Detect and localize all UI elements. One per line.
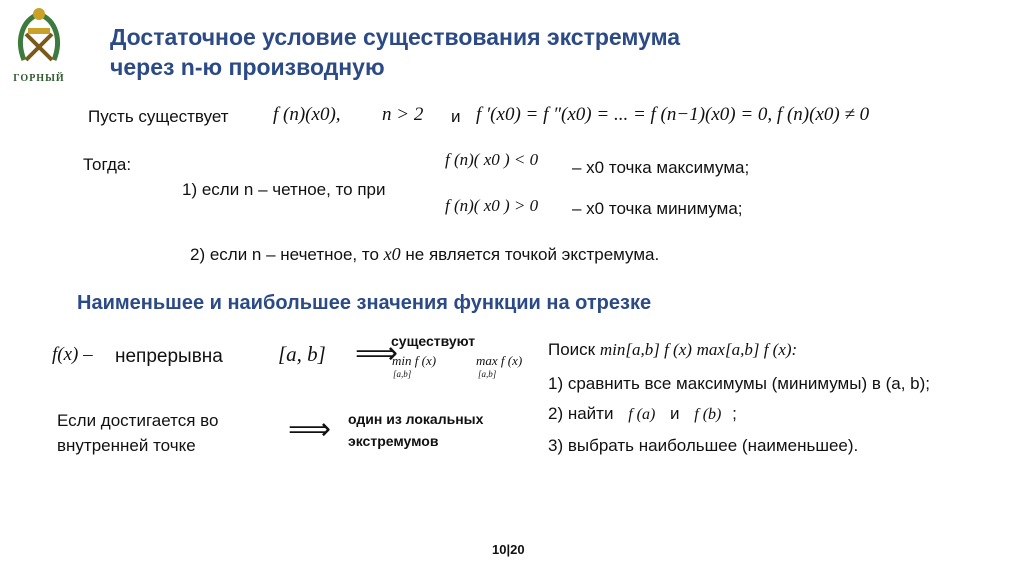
page-title xyxy=(110,22,680,82)
if-reached-line-2: внутренней точке xyxy=(57,436,196,455)
f-n-x0-formula: f (n)(x0), xyxy=(273,104,341,125)
min-expression: min f (x) xyxy=(392,353,437,368)
and-label: и xyxy=(451,107,461,126)
search-label: Поиск xyxy=(548,340,596,359)
search-line xyxy=(548,340,797,360)
exist-label: существуют xyxy=(391,333,476,349)
if-reached-line-1: Если достигается во xyxy=(57,411,219,430)
inequality-greater: f (n)( x0 ) > 0 xyxy=(445,196,539,215)
step-2-and: и xyxy=(670,404,680,423)
maximum-text: – x0 точка максимума; xyxy=(572,158,750,177)
interval-ab: [a, b] xyxy=(278,342,326,366)
case2-prefix: 2) если n – нечетное, то xyxy=(190,245,379,264)
implies-arrow-icon: ⟹ xyxy=(355,336,399,371)
derivatives-condition: f ′(x0) = f ″(x0) = ... = f (n−1)(x0) = 0, f (n)(x0) ≠ 0 xyxy=(476,104,870,125)
case1-label: 1) если n – четное, то при xyxy=(182,180,386,199)
if-reached-text xyxy=(57,408,218,458)
max-subscript: [a,b] xyxy=(478,369,497,379)
max-expression: max f (x) xyxy=(476,353,523,368)
title-line-1: Достаточное условие существования экстремума xyxy=(110,24,681,50)
step-2-fb: f (b) xyxy=(694,406,722,423)
page-number: 10|20 xyxy=(492,542,525,557)
title-line-2: через n-ю производную xyxy=(110,54,385,80)
step-2-fa: f (a) xyxy=(628,406,656,423)
search-max: max[a,b] f (x): xyxy=(696,340,798,359)
case2-x0: x0 xyxy=(383,244,401,264)
n-gt-2-formula: n > 2 xyxy=(382,104,424,125)
inequality-less: f (n)( x0 ) < 0 xyxy=(445,150,539,169)
one-of-line-1: один из локальных xyxy=(348,411,484,427)
step-2-end: ; xyxy=(732,404,737,423)
one-of-line-2: экстремумов xyxy=(348,433,439,449)
let-exist-label: Пусть существует xyxy=(88,107,229,126)
case2-line xyxy=(190,244,659,265)
section-heading: Наименьшее и наибольшее значения функции на отрезке xyxy=(77,292,652,314)
logo-text: ГОРНЫЙ xyxy=(13,73,65,84)
step-2-prefix: 2) найти xyxy=(548,404,614,423)
continuous-label: непрерывна xyxy=(115,346,223,367)
implies-arrow-icon: ⟹ xyxy=(288,412,332,447)
minimum-text: – x0 точка минимума; xyxy=(572,199,743,218)
min-subscript: [a,b] xyxy=(393,369,412,379)
one-of-local-text xyxy=(348,408,483,452)
step-2 xyxy=(548,404,737,424)
case2-suffix: не является точкой экстремума. xyxy=(405,245,660,264)
step-3: 3) выбрать наибольшее (наименьшее). xyxy=(548,436,859,455)
search-min: min[a,b] f (x) xyxy=(599,340,692,359)
fx-label: f(x) – xyxy=(52,344,93,365)
step-1: 1) сравнить все максимумы (минимумы) в (a, b); xyxy=(548,374,930,393)
then-label: Тогда: xyxy=(83,155,132,174)
